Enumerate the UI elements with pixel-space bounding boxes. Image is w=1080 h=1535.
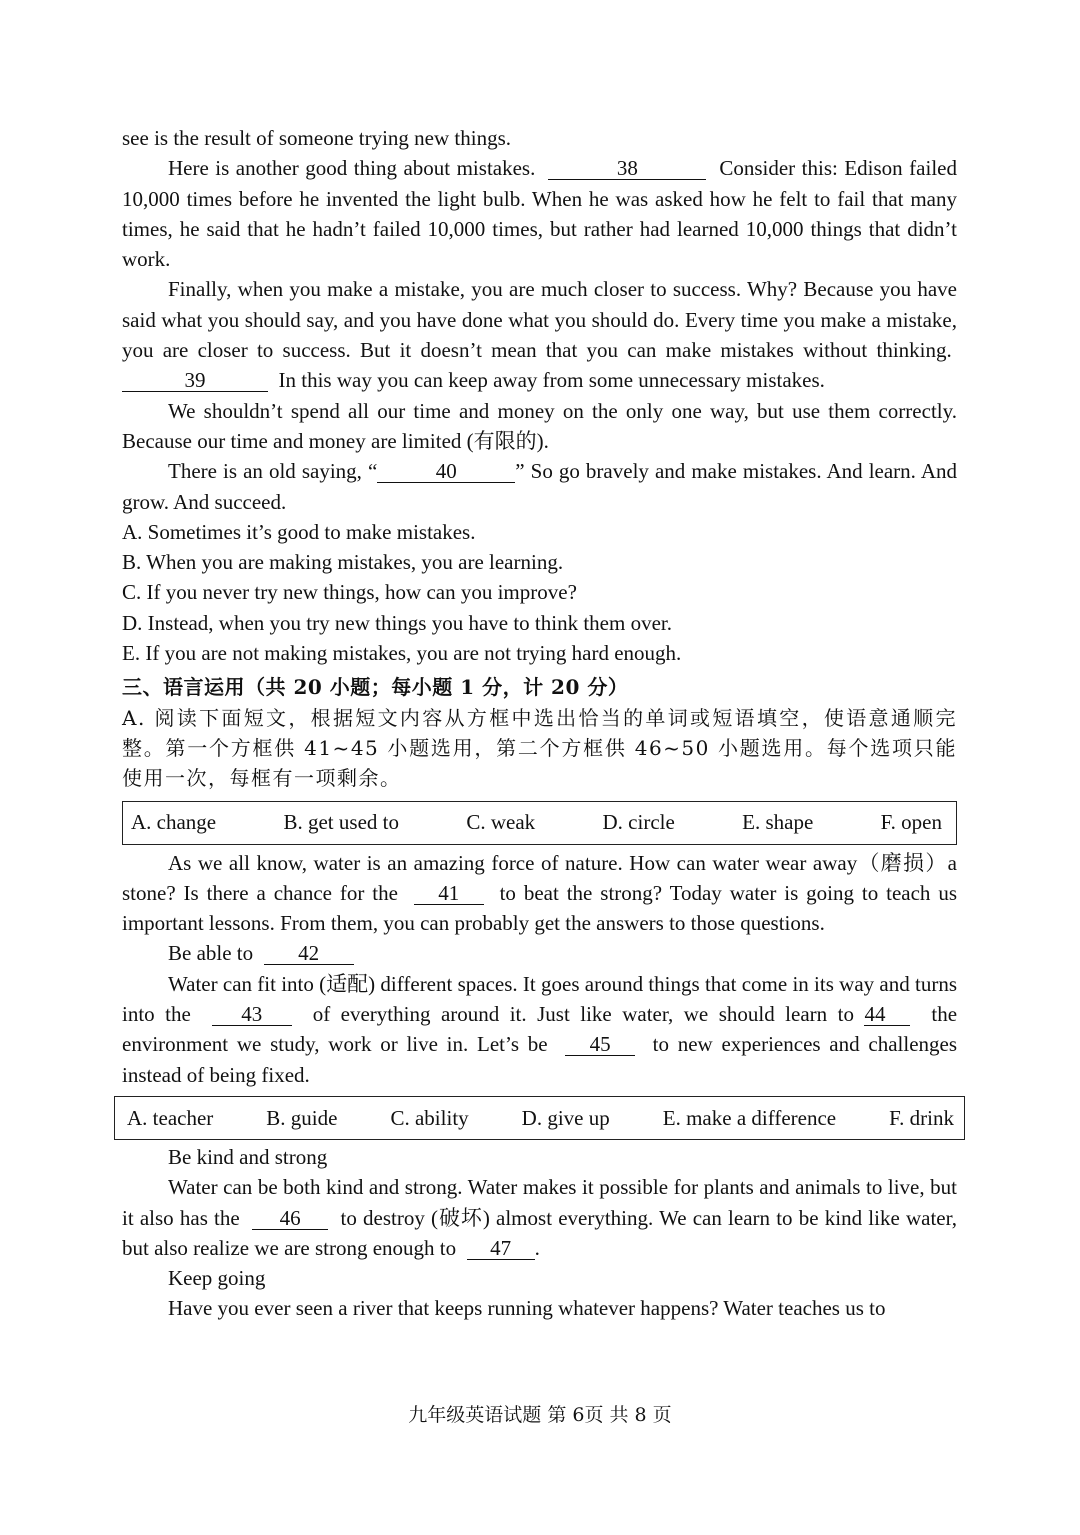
word-option: A. change xyxy=(131,810,217,835)
paragraph-text: As we all know, water is an amazing force of nature. How can water wear away（磨损）a stone? Is there a chance for the xyxy=(122,850,957,905)
heading-text: Be able to xyxy=(168,941,254,966)
paragraph-success xyxy=(122,274,957,395)
blank-44: 44 xyxy=(864,1003,910,1026)
heading-keep-going: Keep going xyxy=(168,1266,266,1291)
paragraph-text: of everything around it. Just like water, we should learn to xyxy=(312,1002,854,1027)
paragraph-kind-strong xyxy=(122,1172,957,1263)
blank-47: 47 xyxy=(467,1237,535,1260)
passage-line-top: see is the result of someone trying new things. xyxy=(122,126,512,150)
blank-45: 45 xyxy=(565,1033,635,1056)
word-box-1 xyxy=(122,801,957,845)
word-option: D. give up xyxy=(521,1105,610,1130)
paragraph-text: ” So go bravely and make mistakes. And learn. And grow. And succeed. xyxy=(122,459,957,514)
paragraph-keep-going: Have you ever seen a river that keeps running whatever happens? Water teaches us to xyxy=(168,1296,886,1321)
paragraph-text: There is an old saying, “ xyxy=(168,459,378,484)
word-option: B. get used to xyxy=(283,810,399,835)
word-option: B. guide xyxy=(266,1105,338,1130)
paragraph-text: to beat the strong? Today water is going to teach us important lessons. From them, you can probably get the answers to those questions. xyxy=(122,880,958,936)
blank-39: 39 xyxy=(122,369,268,392)
option-c: C. If you never try new things, how can you improve? xyxy=(122,580,577,605)
paragraph-text: to new experiences and challenges instead of being fixed. xyxy=(122,1032,958,1087)
page-content xyxy=(122,123,957,1324)
word-option: F. drink xyxy=(889,1105,954,1130)
word-option: D. circle xyxy=(602,810,675,835)
paragraph-edison xyxy=(122,153,957,274)
section-title: 三、语言运用（共 20 小题；每小题 1 分，计 20 分） xyxy=(122,675,629,700)
blank-46: 46 xyxy=(252,1207,328,1230)
blank-38: 38 xyxy=(548,157,706,180)
paragraph-text: Here is another good thing about mistakes. xyxy=(168,156,536,181)
word-option: C. weak xyxy=(466,810,536,835)
paragraph-text: In this way you can keep away from some unnecessary mistakes. xyxy=(278,368,825,393)
paragraph-text: . xyxy=(534,1235,540,1260)
option-a: A. Sometimes it’s good to make mistakes. xyxy=(122,519,476,544)
blank-43: 43 xyxy=(212,1003,292,1026)
paragraph-water-intro xyxy=(122,848,957,939)
heading-kind-strong: Be kind and strong xyxy=(168,1144,328,1169)
blank-42: 42 xyxy=(264,942,354,965)
option-e: E. If you are not making mistakes, you are not trying hard enough. xyxy=(122,641,682,666)
word-option: C. ability xyxy=(390,1105,469,1130)
paragraph-text: Finally, when you make a mistake, you are much closer to success. Why? Because you have said what you should say, and you have done what you should do. Every time you make a mistake, you are closer to success. But it doesn’t mean that you can make mistakes without thinking. xyxy=(122,277,957,363)
paragraph-old-saying xyxy=(122,456,957,517)
heading-be-able-to xyxy=(122,938,957,968)
page-footer: 九年级英语试题 第 6页 共 8 页 xyxy=(408,1404,672,1426)
paragraph-time-money: We shouldn’t spend all our time and money on the only one way, but use them correctly. Because our time and money are limited (有限的). xyxy=(122,398,957,453)
option-d: D. Instead, when you try new things you have to think them over. xyxy=(122,610,672,635)
paragraph-fit-spaces xyxy=(122,969,957,1090)
paragraph-text: the environment we study, work or live in. Let’s be xyxy=(122,1002,958,1057)
paragraph-text: Water can be both kind and strong. Water makes it possible for plants and animals to live, but it also has the xyxy=(122,1175,957,1230)
word-option: A. teacher xyxy=(127,1105,214,1130)
paragraph-text: Water can fit into (适配) different spaces. It goes around things that come in its way and turns into the xyxy=(122,971,957,1027)
word-option: E. shape xyxy=(742,810,814,835)
paragraph-text: to destroy (破坏) almost everything. We can learn to be kind like water, but also realize we are strong enough to xyxy=(122,1205,958,1260)
option-b: B. When you are making mistakes, you are learning. xyxy=(122,550,564,575)
word-box-2 xyxy=(114,1096,965,1140)
word-option: F. open xyxy=(880,810,942,835)
section-instruction: A. 阅读下面短文，根据短文内容从方框中选出恰当的单词或短语填空，使语意通顺完整。第一个方框供 41~45 小题选用，第二个方框供 46~50 小题选用。每个选项只能使用一次，每框有一项剩余。 xyxy=(122,705,957,791)
paragraph-text: Consider this: Edison failed 10,000 times before he invented the light bulb. When he was asked how he felt to fail that many times, he said that he hadn’t failed 10,000 times, but rather had learned 10,000 things that didn’t work. xyxy=(122,156,957,272)
blank-40: 40 xyxy=(377,460,515,483)
word-option: E. make a difference xyxy=(662,1105,837,1130)
blank-41: 41 xyxy=(414,882,484,905)
